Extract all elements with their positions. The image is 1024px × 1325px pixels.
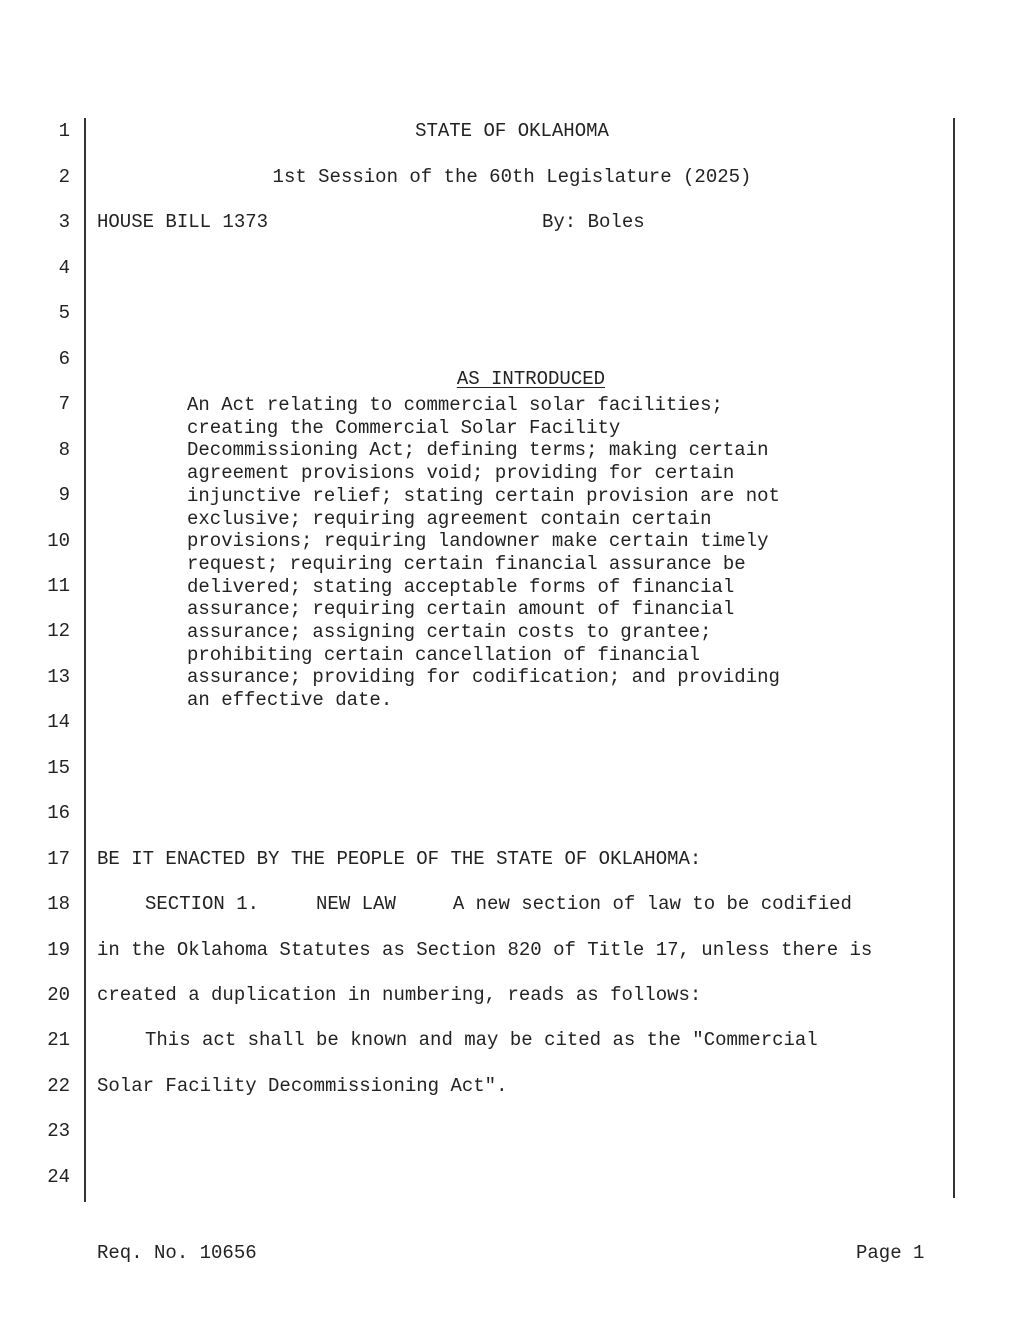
abstract-line: an effective date. <box>187 689 393 712</box>
line-number: 19 <box>47 939 70 961</box>
request-number: Req. No. 10656 <box>97 1242 257 1264</box>
line-number: 6 <box>58 348 70 370</box>
abstract-line: request; requiring certain financial assurance be <box>187 552 746 575</box>
line-number: 13 <box>47 666 70 688</box>
abstract-line: provisions; requiring landowner make certain timely <box>187 530 769 553</box>
abstract-line: injunctive relief; stating certain provision are not <box>187 484 780 507</box>
line-number: 11 <box>47 575 70 597</box>
bill-number: HOUSE BILL 1373 <box>97 211 269 233</box>
line-number: 3 <box>58 211 70 233</box>
abstract-line: delivered; stating acceptable forms of financial <box>187 575 735 598</box>
body-line: created a duplication in numbering, reads as follows: <box>97 984 702 1006</box>
state-heading: STATE OF OKLAHOMA <box>415 120 609 142</box>
abstract-line: agreement provisions void; providing for certain <box>187 462 735 485</box>
body-line: Solar Facility Decommissioning Act". <box>97 1075 508 1097</box>
abstract-line: assurance; requiring certain amount of financial <box>187 598 735 621</box>
line-number: 14 <box>47 711 70 733</box>
abstract-line: creating the Commercial Solar Facility <box>187 416 621 439</box>
abstract-line: assurance; assigning certain costs to grantee; <box>187 621 712 644</box>
session-heading: 1st Session of the 60th Legislature (2025) <box>272 166 752 188</box>
line-number: 21 <box>47 1029 70 1051</box>
status-heading-text: AS INTRODUCED <box>456 368 606 390</box>
line-number: 4 <box>58 257 70 279</box>
line-number: 8 <box>58 439 70 461</box>
line-number: 23 <box>47 1120 70 1142</box>
line-number: 16 <box>47 802 70 824</box>
section-heading-line: SECTION 1. NEW LAW A new section of law to be codified <box>145 893 852 915</box>
bill-author: By: Boles <box>542 211 645 233</box>
line-number: 15 <box>47 757 70 779</box>
abstract-line: exclusive; requiring agreement contain certain <box>187 507 712 530</box>
line-number: 5 <box>58 302 70 324</box>
abstract-line: An Act relating to commercial solar facilities; <box>187 394 723 416</box>
line-number: 10 <box>47 530 70 552</box>
line-number: 17 <box>47 848 70 870</box>
abstract-line: assurance; providing for codification; and providing <box>187 666 780 689</box>
body-line: in the Oklahoma Statutes as Section 820 of Title 17, unless there is <box>97 939 873 961</box>
line-number: 22 <box>47 1075 70 1097</box>
line-number: 18 <box>47 893 70 915</box>
line-number: 1 <box>58 120 70 142</box>
line-number: 7 <box>58 393 70 415</box>
right-margin-rule <box>953 118 955 1198</box>
bill-abstract <box>187 394 827 712</box>
line-number: 24 <box>47 1166 70 1188</box>
body-line: This act shall be known and may be cited as the "Commercial <box>145 1029 818 1051</box>
line-number: 12 <box>47 620 70 642</box>
left-margin-rule <box>84 118 86 1202</box>
page-number: Page 1 <box>856 1242 925 1264</box>
status-heading <box>434 349 605 389</box>
line-number: 20 <box>47 984 70 1006</box>
line-number: 2 <box>58 166 70 188</box>
abstract-line: Decommissioning Act; defining terms; making certain <box>187 439 769 462</box>
abstract-line: prohibiting certain cancellation of financial <box>187 643 701 666</box>
line-number: 9 <box>58 484 70 506</box>
enacting-clause: BE IT ENACTED BY THE PEOPLE OF THE STATE OF OKLAHOMA: <box>97 848 702 870</box>
